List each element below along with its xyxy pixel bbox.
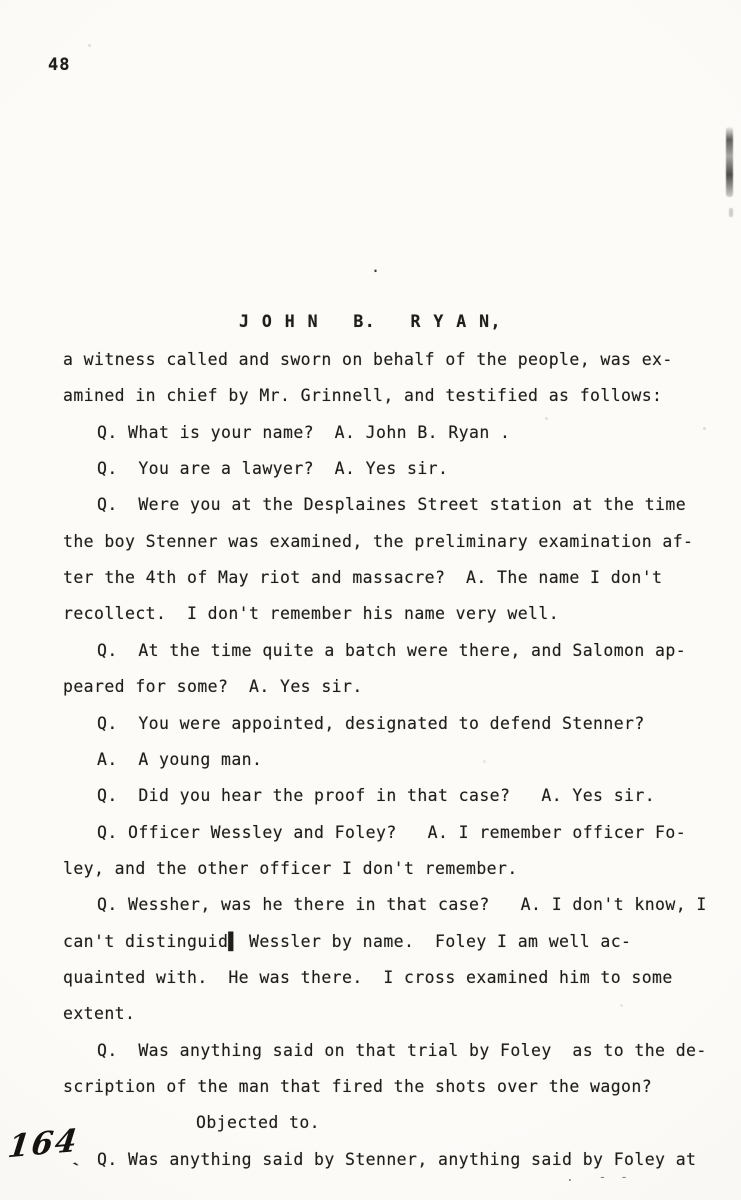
transcript-line: Q. Was anything said by Stenner, anything said by Foley at [97, 1149, 697, 1169]
transcript-line: amined in chief by Mr. Grinnell, and testified as follows: [63, 386, 663, 406]
speck-artifact: · [371, 262, 381, 280]
transcript-line: Q. Were you at the Desplaines Street station at the time [97, 495, 687, 515]
transcript-line: Q. Did you hear the proof in that case? A. Yes sir. [97, 786, 656, 806]
transcript-line: can't distinguid▌ Wessler by name. Foley I am well ac- [63, 931, 632, 951]
transcript-line: Q. What is your name? A. John B. Ryan . [97, 422, 511, 442]
transcript-line: Q. You are a lawyer? A. Yes sir. [97, 459, 449, 479]
transcript-line: Q. You were appointed, designated to defend Stenner? [97, 713, 645, 733]
transcript-line: scription of the man that fired the shots over the wagon? [63, 1077, 653, 1096]
transcript-line: Q. Wessher, was he there in that case? A. I don't know, I [97, 895, 707, 915]
transcript-line: a witness called and sworn on behalf of the people, was ex- [63, 350, 673, 369]
transcript-line: Q. At the time quite a batch were there, and Salomon ap- [97, 640, 687, 660]
scan-edge-artifact [726, 127, 733, 197]
paper-speckles [88, 44, 91, 47]
witness-name-heading: J O H N B. R Y A N, [239, 312, 502, 331]
transcript-line: Q. Officer Wessley and Foley? A. I remember officer Fo- [97, 822, 687, 842]
transcript-line: peared for some? A. Yes sir. [63, 677, 363, 697]
handwritten-page-number: 164 [5, 1122, 81, 1166]
pen-tick-mark: ` [70, 1159, 87, 1183]
transcript-line: the boy Stenner was examined, the preliminary examination af- [63, 531, 694, 551]
scan-edge-speck [729, 208, 733, 217]
transcript-line: Objected to. [196, 1113, 321, 1133]
transcript-line: ter the 4th of May riot and massacre? A. The name I don't [63, 568, 663, 588]
cutoff-text-fragment: . - - [566, 1170, 631, 1185]
transcript-line: quainted with. He was there. I cross examined him to some [63, 967, 673, 987]
transcript-line: Q. Was anything said on that trial by Foley as to the de- [97, 1040, 707, 1060]
transcript-line: ley, and the other officer I don't remember. [63, 858, 518, 878]
transcript-line: recollect. I don't remember his name very well. [63, 604, 560, 624]
transcript-line: extent. [63, 1004, 136, 1024]
page-number: 48 [48, 55, 71, 75]
transcript-line: A. A young man. [97, 749, 263, 769]
